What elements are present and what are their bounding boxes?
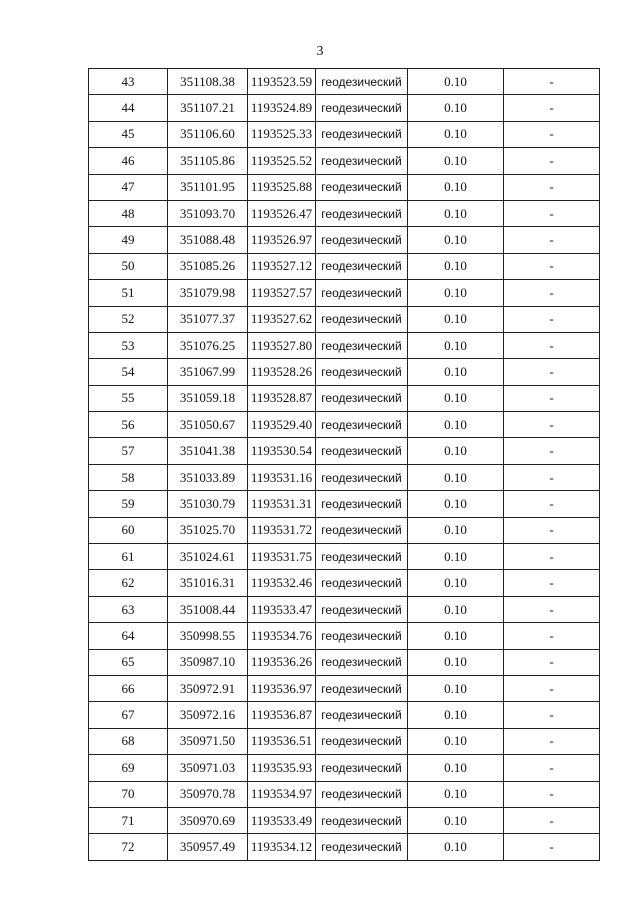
table-row <box>89 781 600 807</box>
coordinates-table-body <box>89 69 600 861</box>
x-coordinate-cell: 351041.38 <box>168 438 248 464</box>
method-cell: геодезический <box>316 649 408 675</box>
method-cell: геодезический <box>316 253 408 279</box>
accuracy-cell: 0.10 <box>408 570 504 596</box>
accuracy-cell: 0.10 <box>408 121 504 147</box>
table-row <box>89 728 600 754</box>
accuracy-cell: 0.10 <box>408 464 504 490</box>
table-row <box>89 227 600 253</box>
accuracy-cell: 0.10 <box>408 544 504 570</box>
page-number: 3 <box>316 44 324 59</box>
method-cell: геодезический <box>316 200 408 226</box>
x-coordinate-cell: 351025.70 <box>168 517 248 543</box>
accuracy-cell: 0.10 <box>408 807 504 833</box>
method-cell: геодезический <box>316 412 408 438</box>
accuracy-cell: 0.10 <box>408 385 504 411</box>
x-coordinate-cell: 350972.16 <box>168 702 248 728</box>
accuracy-cell: 0.10 <box>408 280 504 306</box>
x-coordinate-cell: 351067.99 <box>168 359 248 385</box>
note-cell: - <box>504 412 600 438</box>
method-cell: геодезический <box>316 438 408 464</box>
x-coordinate-cell: 351050.67 <box>168 412 248 438</box>
method-cell: геодезический <box>316 596 408 622</box>
y-coordinate-cell: 1193531.16 <box>248 464 316 490</box>
accuracy-cell: 0.10 <box>408 649 504 675</box>
x-coordinate-cell: 351085.26 <box>168 253 248 279</box>
table-row <box>89 253 600 279</box>
x-coordinate-cell: 350970.69 <box>168 807 248 833</box>
note-cell: - <box>504 623 600 649</box>
y-coordinate-cell: 1193526.97 <box>248 227 316 253</box>
accuracy-cell: 0.10 <box>408 623 504 649</box>
y-coordinate-cell: 1193525.52 <box>248 148 316 174</box>
note-cell: - <box>504 280 600 306</box>
method-cell: геодезический <box>316 834 408 860</box>
y-coordinate-cell: 1193536.51 <box>248 728 316 754</box>
x-coordinate-cell: 351076.25 <box>168 332 248 358</box>
x-coordinate-cell: 350998.55 <box>168 623 248 649</box>
note-cell: - <box>504 728 600 754</box>
accuracy-cell: 0.10 <box>408 69 504 95</box>
note-cell: - <box>504 491 600 517</box>
x-coordinate-cell: 351079.98 <box>168 280 248 306</box>
note-cell: - <box>504 253 600 279</box>
x-coordinate-cell: 350972.91 <box>168 675 248 701</box>
y-coordinate-cell: 1193529.40 <box>248 412 316 438</box>
method-cell: геодезический <box>316 702 408 728</box>
note-cell: - <box>504 121 600 147</box>
y-coordinate-cell: 1193534.12 <box>248 834 316 860</box>
y-coordinate-cell: 1193531.31 <box>248 491 316 517</box>
y-coordinate-cell: 1193533.49 <box>248 807 316 833</box>
y-coordinate-cell: 1193531.75 <box>248 544 316 570</box>
point-number-cell: 61 <box>89 544 168 570</box>
note-cell: - <box>504 464 600 490</box>
table-row <box>89 702 600 728</box>
note-cell: - <box>504 95 600 121</box>
note-cell: - <box>504 755 600 781</box>
point-number-cell: 69 <box>89 755 168 781</box>
x-coordinate-cell: 351016.31 <box>168 570 248 596</box>
accuracy-cell: 0.10 <box>408 517 504 543</box>
table-row <box>89 174 600 200</box>
x-coordinate-cell: 351030.79 <box>168 491 248 517</box>
note-cell: - <box>504 200 600 226</box>
point-number-cell: 72 <box>89 834 168 860</box>
y-coordinate-cell: 1193536.26 <box>248 649 316 675</box>
accuracy-cell: 0.10 <box>408 200 504 226</box>
method-cell: геодезический <box>316 121 408 147</box>
table-row <box>89 596 600 622</box>
point-number-cell: 67 <box>89 702 168 728</box>
note-cell: - <box>504 359 600 385</box>
x-coordinate-cell: 351108.38 <box>168 69 248 95</box>
table-row <box>89 464 600 490</box>
method-cell: геодезический <box>316 675 408 701</box>
accuracy-cell: 0.10 <box>408 332 504 358</box>
accuracy-cell: 0.10 <box>408 702 504 728</box>
y-coordinate-cell: 1193531.72 <box>248 517 316 543</box>
table-row <box>89 438 600 464</box>
point-number-cell: 59 <box>89 491 168 517</box>
accuracy-cell: 0.10 <box>408 438 504 464</box>
note-cell: - <box>504 544 600 570</box>
accuracy-cell: 0.10 <box>408 306 504 332</box>
point-number-cell: 62 <box>89 570 168 596</box>
note-cell: - <box>504 596 600 622</box>
point-number-cell: 45 <box>89 121 168 147</box>
note-cell: - <box>504 702 600 728</box>
table-row <box>89 200 600 226</box>
accuracy-cell: 0.10 <box>408 227 504 253</box>
table-row <box>89 755 600 781</box>
x-coordinate-cell: 351106.60 <box>168 121 248 147</box>
method-cell: геодезический <box>316 807 408 833</box>
note-cell: - <box>504 649 600 675</box>
table-row <box>89 491 600 517</box>
x-coordinate-cell: 351088.48 <box>168 227 248 253</box>
method-cell: геодезический <box>316 755 408 781</box>
note-cell: - <box>504 69 600 95</box>
method-cell: геодезический <box>316 306 408 332</box>
point-number-cell: 55 <box>89 385 168 411</box>
method-cell: геодезический <box>316 517 408 543</box>
method-cell: геодезический <box>316 174 408 200</box>
note-cell: - <box>504 781 600 807</box>
note-cell: - <box>504 438 600 464</box>
table-row <box>89 517 600 543</box>
point-number-cell: 48 <box>89 200 168 226</box>
y-coordinate-cell: 1193527.12 <box>248 253 316 279</box>
y-coordinate-cell: 1193525.33 <box>248 121 316 147</box>
x-coordinate-cell: 351024.61 <box>168 544 248 570</box>
y-coordinate-cell: 1193534.97 <box>248 781 316 807</box>
note-cell: - <box>504 385 600 411</box>
table-row <box>89 544 600 570</box>
y-coordinate-cell: 1193530.54 <box>248 438 316 464</box>
x-coordinate-cell: 350987.10 <box>168 649 248 675</box>
point-number-cell: 57 <box>89 438 168 464</box>
table-row <box>89 69 600 95</box>
y-coordinate-cell: 1193526.47 <box>248 200 316 226</box>
coordinates-table <box>88 68 600 861</box>
accuracy-cell: 0.10 <box>408 596 504 622</box>
method-cell: геодезический <box>316 570 408 596</box>
y-coordinate-cell: 1193536.87 <box>248 702 316 728</box>
note-cell: - <box>504 174 600 200</box>
point-number-cell: 47 <box>89 174 168 200</box>
note-cell: - <box>504 517 600 543</box>
method-cell: геодезический <box>316 359 408 385</box>
table-row <box>89 280 600 306</box>
table-row <box>89 412 600 438</box>
accuracy-cell: 0.10 <box>408 148 504 174</box>
y-coordinate-cell: 1193527.62 <box>248 306 316 332</box>
method-cell: геодезический <box>316 781 408 807</box>
table-row <box>89 95 600 121</box>
accuracy-cell: 0.10 <box>408 781 504 807</box>
y-coordinate-cell: 1193536.97 <box>248 675 316 701</box>
accuracy-cell: 0.10 <box>408 755 504 781</box>
method-cell: геодезический <box>316 464 408 490</box>
accuracy-cell: 0.10 <box>408 359 504 385</box>
x-coordinate-cell: 351077.37 <box>168 306 248 332</box>
table-row <box>89 385 600 411</box>
table-row <box>89 623 600 649</box>
x-coordinate-cell: 350957.49 <box>168 834 248 860</box>
point-number-cell: 71 <box>89 807 168 833</box>
table-row <box>89 359 600 385</box>
x-coordinate-cell: 350970.78 <box>168 781 248 807</box>
accuracy-cell: 0.10 <box>408 675 504 701</box>
method-cell: геодезический <box>316 280 408 306</box>
y-coordinate-cell: 1193527.80 <box>248 332 316 358</box>
y-coordinate-cell: 1193524.89 <box>248 95 316 121</box>
y-coordinate-cell: 1193534.76 <box>248 623 316 649</box>
accuracy-cell: 0.10 <box>408 728 504 754</box>
table-row <box>89 834 600 860</box>
x-coordinate-cell: 351093.70 <box>168 200 248 226</box>
x-coordinate-cell: 351101.95 <box>168 174 248 200</box>
note-cell: - <box>504 306 600 332</box>
accuracy-cell: 0.10 <box>408 95 504 121</box>
accuracy-cell: 0.10 <box>408 174 504 200</box>
y-coordinate-cell: 1193528.26 <box>248 359 316 385</box>
method-cell: геодезический <box>316 332 408 358</box>
point-number-cell: 46 <box>89 148 168 174</box>
x-coordinate-cell: 351107.21 <box>168 95 248 121</box>
accuracy-cell: 0.10 <box>408 834 504 860</box>
point-number-cell: 65 <box>89 649 168 675</box>
point-number-cell: 44 <box>89 95 168 121</box>
point-number-cell: 51 <box>89 280 168 306</box>
table-row <box>89 332 600 358</box>
y-coordinate-cell: 1193532.46 <box>248 570 316 596</box>
point-number-cell: 53 <box>89 332 168 358</box>
table-row <box>89 121 600 147</box>
note-cell: - <box>504 332 600 358</box>
table-row <box>89 807 600 833</box>
x-coordinate-cell: 351105.86 <box>168 148 248 174</box>
point-number-cell: 60 <box>89 517 168 543</box>
x-coordinate-cell: 351008.44 <box>168 596 248 622</box>
point-number-cell: 56 <box>89 412 168 438</box>
method-cell: геодезический <box>316 227 408 253</box>
point-number-cell: 70 <box>89 781 168 807</box>
table-row <box>89 649 600 675</box>
note-cell: - <box>504 807 600 833</box>
method-cell: геодезический <box>316 491 408 517</box>
point-number-cell: 43 <box>89 69 168 95</box>
table-row <box>89 148 600 174</box>
x-coordinate-cell: 351033.89 <box>168 464 248 490</box>
point-number-cell: 58 <box>89 464 168 490</box>
x-coordinate-cell: 350971.03 <box>168 755 248 781</box>
method-cell: геодезический <box>316 728 408 754</box>
note-cell: - <box>504 570 600 596</box>
table-row <box>89 306 600 332</box>
note-cell: - <box>504 148 600 174</box>
note-cell: - <box>504 675 600 701</box>
method-cell: геодезический <box>316 148 408 174</box>
point-number-cell: 64 <box>89 623 168 649</box>
method-cell: геодезический <box>316 385 408 411</box>
accuracy-cell: 0.10 <box>408 412 504 438</box>
y-coordinate-cell: 1193523.59 <box>248 69 316 95</box>
y-coordinate-cell: 1193535.93 <box>248 755 316 781</box>
point-number-cell: 54 <box>89 359 168 385</box>
note-cell: - <box>504 834 600 860</box>
accuracy-cell: 0.10 <box>408 253 504 279</box>
y-coordinate-cell: 1193525.88 <box>248 174 316 200</box>
method-cell: геодезический <box>316 95 408 121</box>
table-row <box>89 570 600 596</box>
point-number-cell: 66 <box>89 675 168 701</box>
point-number-cell: 49 <box>89 227 168 253</box>
x-coordinate-cell: 351059.18 <box>168 385 248 411</box>
accuracy-cell: 0.10 <box>408 491 504 517</box>
x-coordinate-cell: 350971.50 <box>168 728 248 754</box>
y-coordinate-cell: 1193528.87 <box>248 385 316 411</box>
point-number-cell: 50 <box>89 253 168 279</box>
method-cell: геодезический <box>316 69 408 95</box>
method-cell: геодезический <box>316 623 408 649</box>
y-coordinate-cell: 1193533.47 <box>248 596 316 622</box>
point-number-cell: 52 <box>89 306 168 332</box>
note-cell: - <box>504 227 600 253</box>
point-number-cell: 68 <box>89 728 168 754</box>
method-cell: геодезический <box>316 544 408 570</box>
point-number-cell: 63 <box>89 596 168 622</box>
table-row <box>89 675 600 701</box>
y-coordinate-cell: 1193527.57 <box>248 280 316 306</box>
